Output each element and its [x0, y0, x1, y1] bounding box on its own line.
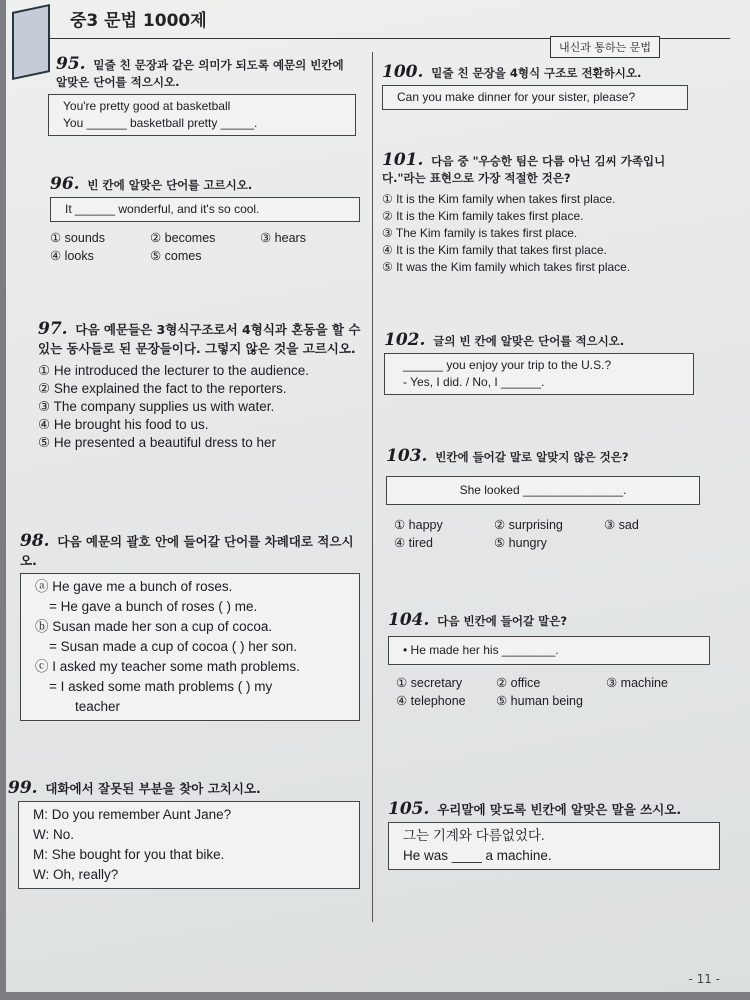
question-96	[50, 176, 360, 265]
box-line: = He gave a bunch of roses ( ) me.	[49, 599, 258, 614]
question-number: 97.	[38, 319, 68, 339]
option: ① secretary	[396, 676, 463, 690]
question-text: 다음 빈칸에 들어갈 말은?	[437, 614, 568, 628]
options	[38, 362, 363, 452]
option: ② office	[496, 676, 541, 690]
example-box	[388, 636, 710, 665]
example-box	[20, 573, 360, 721]
question-text: 빈 칸에 알맞은 단어를 고르시오.	[87, 178, 253, 192]
option: ④ looks	[50, 249, 94, 263]
section-tag: 내신과 통하는 문법	[550, 36, 660, 58]
question-number: 101.	[382, 150, 424, 170]
example-box	[388, 822, 720, 870]
example-box	[18, 801, 360, 889]
option: ④ tired	[394, 536, 433, 550]
option: ③ hears	[260, 231, 306, 245]
question-text: 빈칸에 들어갈 말로 알맞지 않은 것은?	[435, 450, 629, 464]
question-number: 102.	[384, 330, 426, 350]
box-line: It ______ wonderful, and it's so cool.	[65, 202, 260, 216]
option: ③ The Kim family is takes first place.	[382, 226, 578, 240]
question-number: 96.	[50, 174, 80, 194]
box-line: He was ____ a machine.	[403, 848, 552, 863]
options	[50, 230, 360, 265]
option: ② surprising	[494, 518, 563, 532]
question-text: 밑줄 친 문장을 4형식 구조로 전환하시오.	[431, 66, 642, 80]
options	[382, 191, 692, 276]
column-divider	[372, 52, 373, 922]
box-line: ⓒ I asked my teacher some math problems.	[35, 659, 300, 674]
page-title: 중3 문법 1000제	[70, 11, 207, 31]
example-box	[382, 85, 688, 110]
example-box	[384, 353, 694, 395]
box-line: Can you make dinner for your sister, please?	[397, 90, 636, 104]
options	[394, 517, 700, 552]
box-line: = I asked some math problems ( ) my	[49, 679, 273, 694]
question-number: 95.	[56, 54, 86, 74]
corner-tab	[12, 4, 50, 80]
question-97	[38, 320, 363, 452]
box-line: ⓑ Susan made her son a cup of cocoa.	[35, 619, 273, 634]
question-text: 글의 빈 칸에 알맞은 단어를 적으시오.	[433, 334, 625, 348]
question-105	[388, 800, 720, 870]
option: ④ It is the Kim family that takes first place.	[382, 243, 607, 257]
question-99	[8, 780, 360, 889]
option: ③ machine	[606, 676, 668, 690]
option: ⑤ human being	[496, 694, 583, 708]
option: ① sounds	[50, 231, 105, 245]
box-line: ______ you enjoy your trip to the U.S.?	[403, 358, 612, 372]
question-text: 다음 예문의 괄호 안에 들어갈 단어를 차례대로 적으시오.	[20, 534, 354, 568]
question-98	[20, 532, 360, 721]
question-number: 99.	[8, 778, 38, 798]
box-line: ⓐ He gave me a bunch of roses.	[35, 579, 233, 594]
box-line: She looked _______________.	[459, 483, 627, 497]
option: ③ The company supplies us with water.	[38, 399, 275, 414]
question-100	[382, 64, 688, 110]
option: ② becomes	[150, 231, 216, 245]
box-line: M: Do you remember Aunt Jane?	[33, 807, 232, 822]
box-line: W: No.	[33, 827, 75, 842]
box-line: You're pretty good at basketball	[63, 99, 231, 113]
box-line: You ______ basketball pretty _____.	[63, 116, 258, 130]
box-line: = Susan made a cup of cocoa ( ) her son.	[49, 639, 298, 654]
question-text: 대화에서 잘못된 부분을 찾아 고치시오.	[45, 781, 261, 796]
question-number: 105.	[388, 799, 430, 819]
option: ⑤ hungry	[494, 536, 547, 550]
question-text: 우리말에 맞도록 빈칸에 알맞은 말을 쓰시오.	[437, 802, 682, 817]
workbook-page	[6, 0, 750, 992]
option: ④ He brought his food to us.	[38, 417, 209, 432]
box-line: W: Oh, really?	[33, 867, 119, 882]
example-box	[48, 94, 356, 136]
page-number: - 11 -	[688, 972, 720, 986]
box-line: • He made her his ________.	[403, 643, 559, 657]
question-text: 다음 중 "우승한 팀은 다름 아닌 김씨 가족입니다."라는 표현으로 가장 적절한 것은?	[382, 154, 666, 185]
question-number: 100.	[382, 62, 424, 82]
question-101	[382, 152, 692, 276]
option: ② She explained the fact to the reporters.	[38, 381, 287, 396]
question-number: 104.	[388, 610, 430, 630]
question-95	[56, 56, 356, 136]
question-104	[388, 612, 710, 710]
option: ① happy	[394, 518, 443, 532]
option: ③ sad	[604, 518, 639, 532]
box-line: teacher	[75, 699, 121, 714]
question-102	[384, 332, 694, 395]
option: ④ telephone	[396, 694, 466, 708]
question-103	[386, 448, 700, 552]
example-box	[386, 476, 700, 505]
option: ① He introduced the lecturer to the audience.	[38, 363, 310, 378]
options	[396, 675, 710, 710]
option: ① It is the Kim family when takes first place.	[382, 192, 616, 206]
question-text: 다음 예문들은 3형식구조로서 4형식과 혼동을 할 수 있는 동사들로 된 문장들이다. 그렇지 않은 것을 고르시오.	[38, 322, 361, 356]
box-line: - Yes, I did. / No, I ______.	[403, 375, 545, 389]
option: ⑤ He presented a beautiful dress to her	[38, 435, 276, 450]
question-text: 밑줄 친 문장과 같은 의미가 되도록 예문의 빈칸에 알맞은 단어를 적으시오.	[56, 58, 344, 89]
question-number: 103.	[386, 446, 428, 466]
option: ⑤ It was the Kim family which takes first place.	[382, 260, 631, 274]
box-line: 그는 기계와 다름없었다.	[403, 828, 545, 843]
box-line: M: She bought for you that bike.	[33, 847, 225, 862]
question-number: 98.	[20, 531, 50, 551]
option: ② It is the Kim family takes first place.	[382, 209, 584, 223]
example-box	[50, 197, 360, 222]
option: ⑤ comes	[150, 249, 202, 263]
